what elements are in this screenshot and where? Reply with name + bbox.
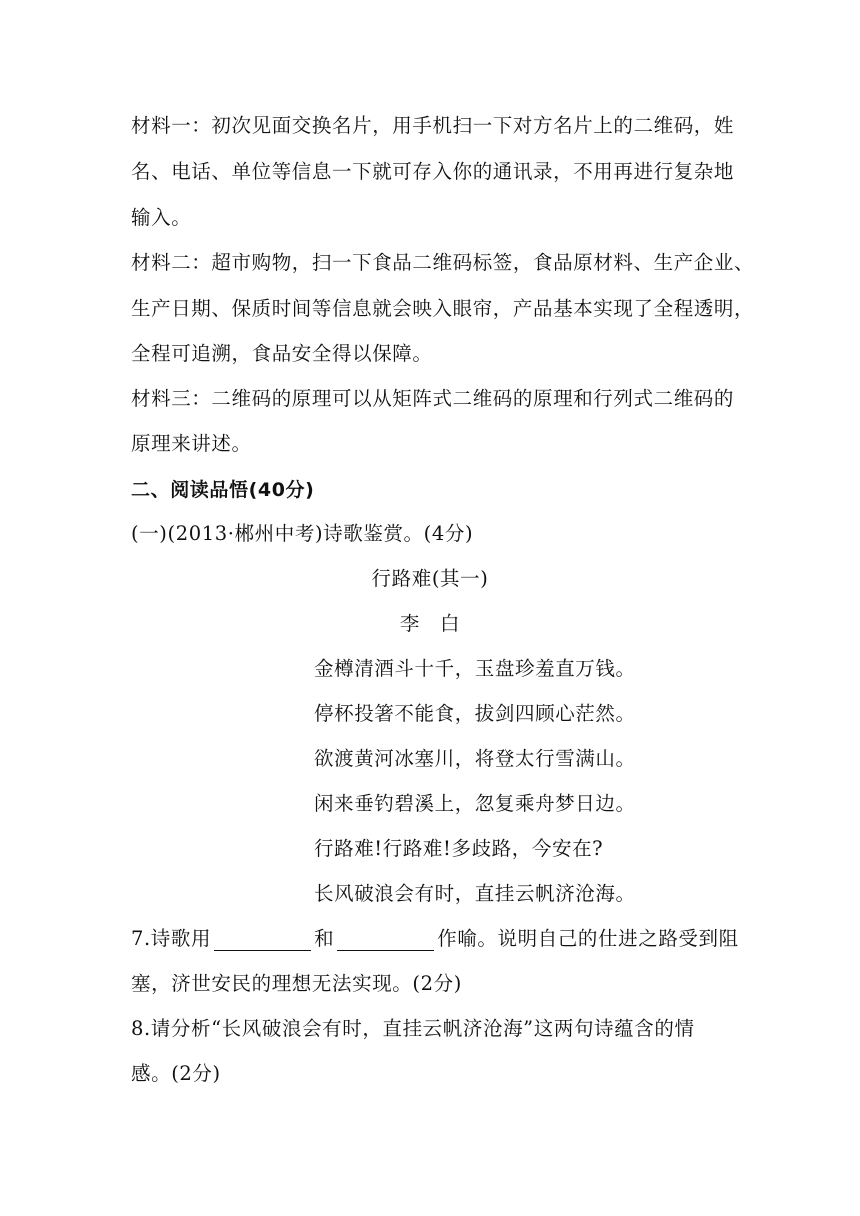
poem-line-6: 长风破浪会有时，直挂云帆济沧海。: [314, 882, 636, 905]
material-1-line-1: 材料一：初次见面交换名片，用手机扫一下对方名片上的二维码，姓: [131, 114, 735, 137]
answer-blank-2[interactable]: [337, 930, 434, 951]
question-7-middle: 和: [314, 927, 335, 950]
material-2-line-2: 生产日期、保质时间等信息就会映入眼帘，产品基本实现了全程透明，: [131, 297, 755, 320]
answer-blank-1[interactable]: [214, 930, 311, 951]
material-2-line-1: 材料二：超市购物，扫一下食品二维码标签，食品原材料、生产企业、: [131, 251, 755, 274]
poem-line-3: 欲渡黄河冰塞川，将登太行雪满山。: [314, 747, 636, 770]
poem-line-1: 金樽清酒斗十千，玉盘珍羞直万钱。: [314, 657, 636, 680]
poem-author: 李 白: [399, 612, 461, 635]
material-2-line-3: 全程可追溯，食品安全得以保障。: [131, 342, 433, 365]
material-1-line-2: 名、电话、单位等信息一下就可存入你的通讯录，不用再进行复杂地: [131, 160, 735, 183]
poem-line-5: 行路难!行路难!多歧路，今安在?: [314, 837, 604, 860]
question-7-suffix: 作喻。说明自己的仕进之路受到阻: [437, 927, 739, 950]
poem-title: 行路难(其一): [371, 567, 489, 590]
material-3-line-2: 原理来讲述。: [131, 432, 252, 455]
section-heading: 二、阅读品悟(40分): [131, 479, 315, 501]
poem-line-2: 停杯投箸不能食，拔剑四顾心茫然。: [314, 702, 636, 725]
section-subheading: (一)(2013·郴州中考)诗歌鉴赏。(4分): [131, 522, 474, 545]
question-8-line-1: 8.请分析“长风破浪会有时，直挂云帆济沧海”这两句诗蕴含的情: [131, 1017, 695, 1040]
question-7-line-2: 塞，济世安民的理想无法实现。(2分): [131, 972, 462, 995]
material-3-line-1: 材料三：二维码的原理可以从矩阵式二维码的原理和行列式二维码的: [131, 387, 735, 410]
question-8-line-2: 感。(2分): [131, 1062, 221, 1085]
question-7-line-1: [131, 927, 739, 951]
question-7-prefix: 7.诗歌用: [131, 927, 212, 950]
material-1-line-3: 输入。: [131, 206, 192, 229]
poem-line-4: 闲来垂钓碧溪上，忽复乘舟梦日边。: [314, 792, 636, 815]
